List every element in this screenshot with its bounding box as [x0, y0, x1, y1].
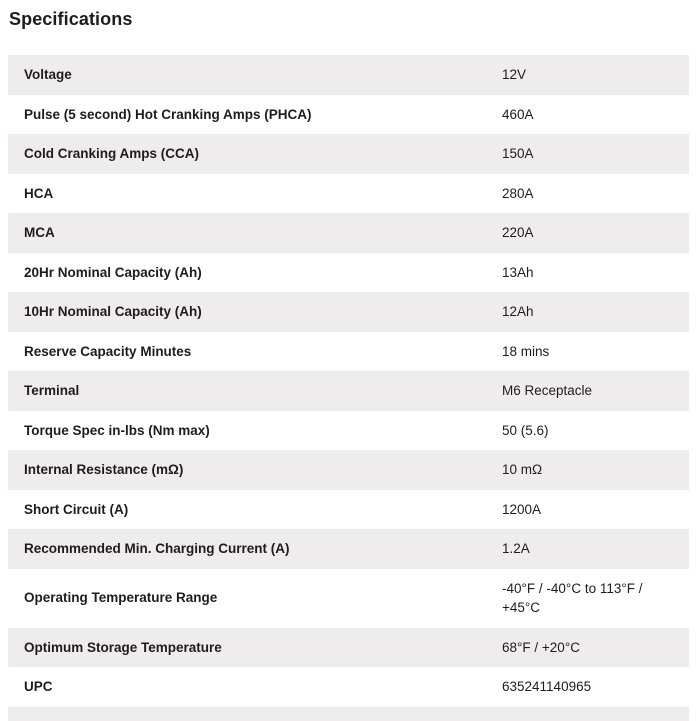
spec-row — [8, 450, 689, 490]
spec-value: M6 Receptacle — [502, 383, 593, 398]
spec-label: Optimum Storage Temperature — [24, 639, 222, 655]
spec-row — [8, 667, 689, 707]
spec-label: Torque Spec in-lbs (Nm max) — [24, 422, 210, 438]
spec-value: 460A — [502, 106, 534, 122]
spec-value: 50 (5.6) — [502, 422, 549, 438]
spec-value: -40°F / -40°C to 113°F / +45°C — [502, 580, 643, 615]
spec-label: Internal Resistance (mΩ) — [24, 462, 184, 477]
page-title: Specifications — [9, 9, 133, 29]
spec-label: Voltage — [24, 67, 72, 82]
spec-label: HCA — [24, 185, 54, 201]
spec-value: 635241140965 — [502, 679, 592, 694]
spec-row — [8, 411, 689, 451]
spec-label: Reserve Capacity Minutes — [24, 343, 192, 359]
spec-label: MCA — [24, 225, 55, 240]
spec-row — [8, 569, 689, 628]
spec-label: 10Hr Nominal Capacity (Ah) — [24, 304, 202, 319]
partial-next-row — [8, 707, 689, 721]
spec-value: 1.2A — [502, 541, 530, 556]
spec-label: Operating Temperature Range — [24, 590, 218, 606]
spec-row — [8, 628, 689, 668]
spec-value: 18 mins — [502, 343, 550, 359]
spec-row — [8, 95, 689, 135]
spec-row — [8, 55, 689, 95]
spec-row — [8, 371, 689, 411]
spec-row — [8, 292, 689, 332]
spec-label: Terminal — [24, 383, 80, 398]
specifications-table — [8, 55, 689, 707]
spec-value: 150A — [502, 146, 534, 161]
spec-row — [8, 529, 689, 569]
spec-row — [8, 253, 689, 293]
spec-label: 20Hr Nominal Capacity (Ah) — [24, 264, 202, 280]
spec-row — [8, 490, 689, 530]
spec-value: 220A — [502, 225, 534, 240]
spec-label: Pulse (5 second) Hot Cranking Amps (PHCA) — [24, 106, 312, 122]
spec-value: 1200A — [502, 501, 542, 517]
spec-label: Cold Cranking Amps (CCA) — [24, 146, 199, 161]
spec-label: Recommended Min. Charging Current (A) — [24, 541, 290, 556]
spec-value: 13Ah — [502, 264, 534, 280]
spec-value: 10 mΩ — [502, 462, 543, 477]
spec-row — [8, 134, 689, 174]
spec-label: UPC — [24, 679, 53, 694]
spec-value: 280A — [502, 185, 534, 201]
spec-row — [8, 332, 689, 372]
spec-value: 68°F / +20°C — [502, 639, 580, 655]
spec-row — [8, 213, 689, 253]
spec-value: 12Ah — [502, 304, 534, 319]
spec-value: 12V — [502, 67, 527, 82]
spec-row — [8, 174, 689, 214]
spec-label: Short Circuit (A) — [24, 501, 129, 517]
